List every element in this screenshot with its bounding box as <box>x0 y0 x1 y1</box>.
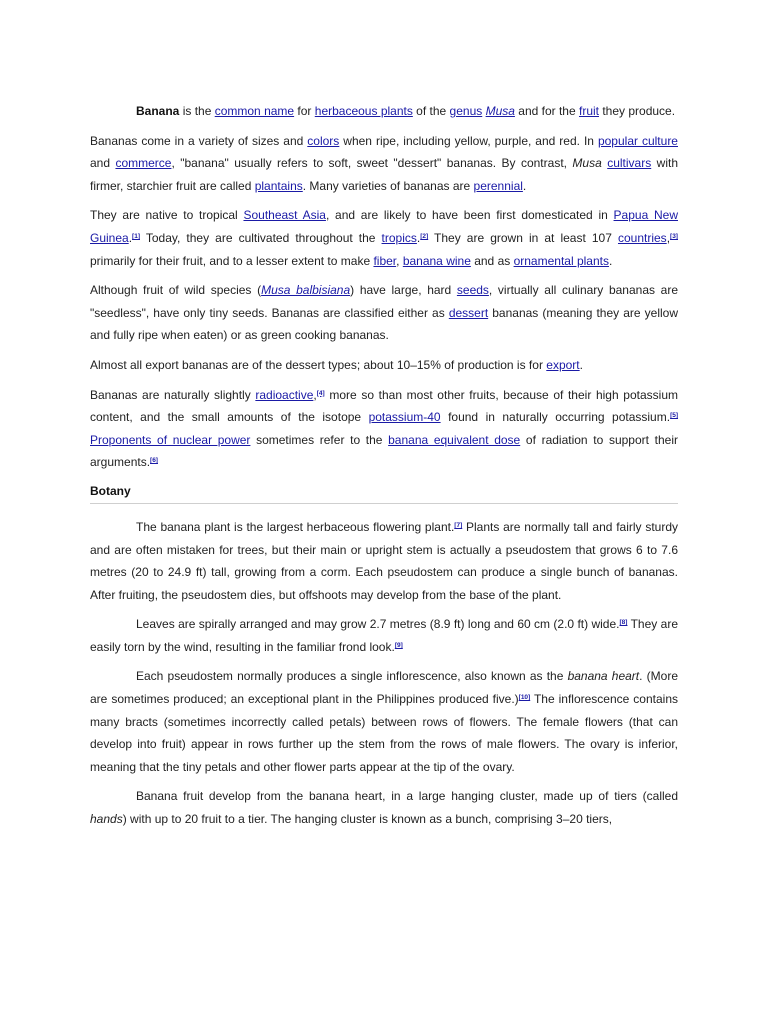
paragraph-fruit <box>90 785 678 830</box>
link-fiber[interactable]: fiber <box>373 253 397 268</box>
text: , virtually all culinary bananas are "seedless", have only tiny seeds. Bananas are classified either as <box>90 283 679 320</box>
link-musa-balbisiana[interactable]: Musa balbisiana <box>261 283 351 298</box>
text: . <box>128 230 133 245</box>
text: of the <box>412 104 450 118</box>
text: Each pseudostem normally produces a single inflorescence, also known as the <box>136 669 568 684</box>
link-seeds[interactable]: seeds <box>456 283 489 298</box>
link-commerce[interactable]: commerce <box>115 156 172 171</box>
citation-link[interactable]: [10] <box>518 694 531 702</box>
citation-5[interactable] <box>670 412 678 419</box>
link-musa[interactable]: Musa <box>485 104 515 118</box>
citation-link[interactable]: [5] <box>670 412 679 420</box>
citation-link[interactable]: [4] <box>316 389 325 397</box>
text: bananas (meaning they are yellow and fully ripe when eaten) or as green cooking bananas. <box>90 305 678 343</box>
link-genus[interactable]: genus <box>449 104 483 118</box>
link-tropics[interactable]: tropics <box>381 230 417 245</box>
paragraph-leaves <box>90 613 678 658</box>
text: is the <box>179 104 215 118</box>
link-cultivars[interactable]: cultivars <box>607 156 652 171</box>
text: . (More are sometimes produced; an exceptional plant in the Philippines produced five.) <box>90 669 678 707</box>
citation-3[interactable] <box>670 233 678 240</box>
text: with firmer, starchier fruit are called <box>90 156 678 193</box>
paragraph-export <box>90 354 678 377</box>
banana-heart-italic: banana heart <box>567 669 640 684</box>
text: , <box>313 387 317 402</box>
citation-link[interactable]: [3] <box>670 232 678 240</box>
text: for <box>294 104 315 118</box>
text: Today, they are cultivated throughout the <box>140 230 382 245</box>
text: They are grown in at least 107 <box>428 230 618 245</box>
text: . Many varieties of bananas are <box>302 178 474 193</box>
link-nuclear-power[interactable]: Proponents of nuclear power <box>90 432 251 447</box>
text: They are native to tropical <box>90 208 244 223</box>
link-countries[interactable]: countries <box>617 230 667 245</box>
article-subject: Banana <box>136 104 180 118</box>
link-papua-new-guinea[interactable]: Papua New Guinea <box>90 208 678 245</box>
text: , <box>396 253 403 268</box>
citation-link[interactable]: [9] <box>394 641 403 649</box>
text: , <box>666 230 671 245</box>
link-radioactive[interactable]: radioactive <box>255 387 314 402</box>
text: and for the <box>514 104 579 118</box>
text: found in naturally occurring potassium. <box>440 410 671 425</box>
link-perennial[interactable]: perennial <box>473 178 523 193</box>
link-plantains[interactable]: plantains <box>254 178 303 193</box>
citation-link[interactable]: [2] <box>420 232 429 240</box>
paragraph-native <box>90 204 678 272</box>
text: when ripe, including yellow, purple, and red. In <box>339 133 598 148</box>
text: and <box>90 156 116 171</box>
paragraph-seeds <box>90 279 678 347</box>
citation-link[interactable]: [1] <box>132 232 140 240</box>
text: The banana plant is the largest herbaceous flowering plant. <box>136 519 455 534</box>
section-heading-botany: Botany <box>90 481 678 504</box>
citation-10[interactable] <box>519 694 531 701</box>
citation-9[interactable] <box>395 642 403 649</box>
text: They are easily torn by the wind, resulting in the familiar frond look. <box>90 617 678 654</box>
text: and as <box>470 253 514 268</box>
link-popular-culture[interactable]: popular culture <box>597 133 678 148</box>
text: . <box>608 253 613 268</box>
link-potassium-40[interactable]: potassium-40 <box>368 410 441 425</box>
text: they produce. <box>599 104 676 118</box>
citation-6[interactable] <box>150 457 158 464</box>
hands-italic: hands <box>90 812 123 827</box>
text: Although fruit of wild species ( <box>90 283 262 298</box>
text: Bananas are naturally slightly <box>90 387 256 402</box>
text: Plants are normally tall and fairly sturdy and are often mistaken for trees, but their main or upright stem is actually a pseudostem that grows 6 to 7.6 metres (20 to 24.9 ft) tall, growing from a corm. Each pseudostem can produce a single bunch of bananas. After fruiting, the pseudostem dies, but offshoots may develop from the base of the plant. <box>90 519 678 602</box>
text: ) have large, hard <box>350 283 457 298</box>
link-southeast-asia[interactable]: Southeast Asia <box>243 208 326 223</box>
link-fruit[interactable]: fruit <box>578 104 599 118</box>
paragraph-inflorescence <box>90 665 678 778</box>
citation-1[interactable] <box>132 233 140 240</box>
musa-italic: Musa <box>572 156 602 171</box>
text: . <box>416 230 421 245</box>
text: . <box>579 357 583 372</box>
text: sometimes refer to the <box>250 432 389 447</box>
citation-link[interactable]: [7] <box>454 521 463 529</box>
citation-link[interactable]: [6] <box>150 457 158 465</box>
citation-4[interactable] <box>317 390 325 397</box>
text: , "banana" usually refers to soft, sweet "dessert" bananas. By contrast, <box>171 156 573 171</box>
link-common-name[interactable]: common name <box>214 104 295 118</box>
paragraph-radioactive <box>90 384 678 474</box>
intro-paragraph <box>90 100 678 123</box>
link-banana-equivalent-dose[interactable]: banana equivalent dose <box>388 432 521 447</box>
link-herbaceous-plants[interactable]: herbaceous plants <box>314 104 413 118</box>
text: . <box>522 178 527 193</box>
text: more so than most other fruits, because of their high potassium content, and the small amounts of the isotope <box>90 387 678 425</box>
text: Almost all export bananas are of the dessert types; about 10–15% of production is for <box>90 357 547 372</box>
text: Banana fruit develop from the banana heart, in a large hanging cluster, made up of tiers (called <box>136 789 678 804</box>
text: of radiation to support their arguments. <box>90 432 678 470</box>
citation-link[interactable]: [8] <box>619 619 628 627</box>
text: Bananas come in a variety of sizes and <box>90 133 308 148</box>
link-ornamental-plants[interactable]: ornamental plants <box>513 253 609 268</box>
text: , and are likely to have been first domesticated in <box>325 208 614 223</box>
text: ) with up to 20 fruit to a tier. The hanging cluster is known as a bunch, comprising 3–20 tiers, <box>122 812 613 827</box>
link-colors[interactable]: colors <box>307 133 340 148</box>
link-banana-wine[interactable]: banana wine <box>402 253 471 268</box>
text: The inflorescence contains many bracts (sometimes incorrectly called petals) between rows of flowers. The female flowers (that can develop into fruit) appear in rows further up the stem from the rows of male flowers. The ovary is inferior, meaning that the tiny petals and other flower parts appear at the tip of the ovary. <box>90 692 679 774</box>
article-body <box>90 100 678 838</box>
link-dessert[interactable]: dessert <box>448 305 489 320</box>
text: primarily for their fruit, and to a lesser extent to make <box>90 253 374 268</box>
citation-2[interactable] <box>420 233 428 240</box>
paragraph-plant <box>90 516 678 606</box>
paragraph-varieties <box>90 130 678 198</box>
link-export[interactable]: export <box>546 357 580 372</box>
text: Leaves are spirally arranged and may grow 2.7 metres (8.9 ft) long and 60 cm (2.0 ft) wide. <box>136 617 620 632</box>
